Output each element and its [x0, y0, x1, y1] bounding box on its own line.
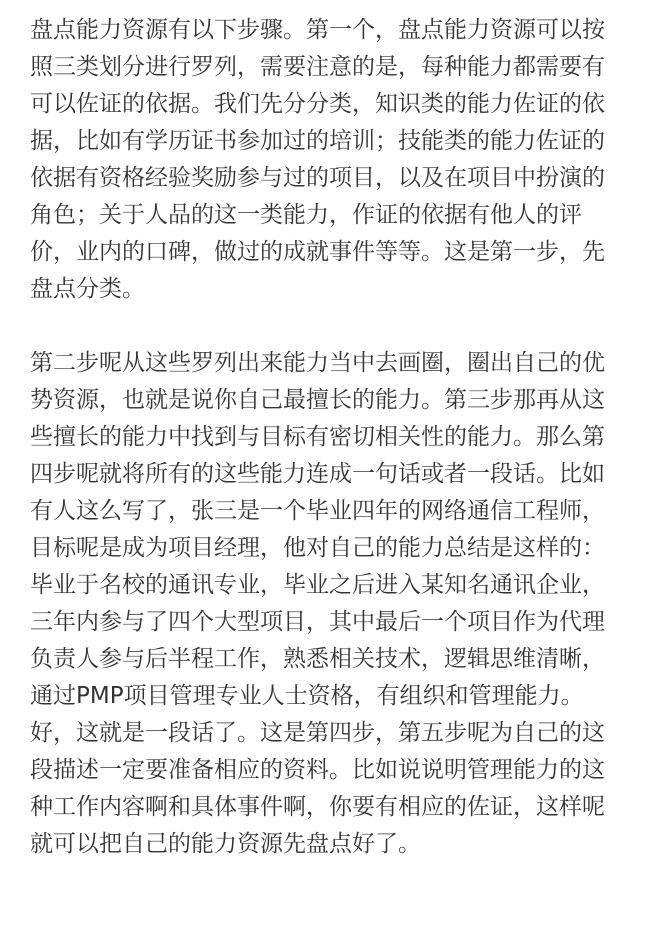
paragraph-step-one: 盘点能力资源有以下步骤。第一个，盘点能力资源可以按照三类划分进行罗列，需要注意的是，每种能力都需要有可以佐证的依据。我们先分分类，知识类的能力佐证的依据，比如有学历证书参加过的培训；技能类的能力佐证的依据有资格经验奖励参与过的项目，以及在项目中扮演的角色；关于人品的这一类能力，作证的依据有他人的评价，业内的口碑，做过的成就事件等等。这是第一步，先盘点分类。 [30, 17, 605, 302]
article-body [30, 12, 622, 863]
paragraph-steps-two-to-five: 第二步呢从这些罗列出来能力当中去画圈，圈出自己的优势资源，也就是说你自己最擅长的能力。第三步那再从这些擅长的能力中找到与目标有密切相关性的能力。那么第四步呢就将所有的这些能力连成一句话或者一段话。比如有人这么写了，张三是一个毕业四年的网络通信工程师，目标呢是成为项目经理，他对自己的能力总结是这样的：毕业于名校的通讯专业，毕业之后进入某知名通讯企业，三年内参与了四个大型项目，其中最后一个项目作为代理负责人参与后半程工作，熟悉相关技术，逻辑思维清晰，通过PMP项目管理专业人士资格，有组织和管理能力。好，这就是一段话了。这是第四步，第五步呢为自己的这段描述一定要准备相应的资料。比如说说明管理能力的这种工作内容啊和具体事件啊，你要有相应的佐证，这样呢就可以把自己的能力资源先盘点好了。 [30, 350, 605, 857]
